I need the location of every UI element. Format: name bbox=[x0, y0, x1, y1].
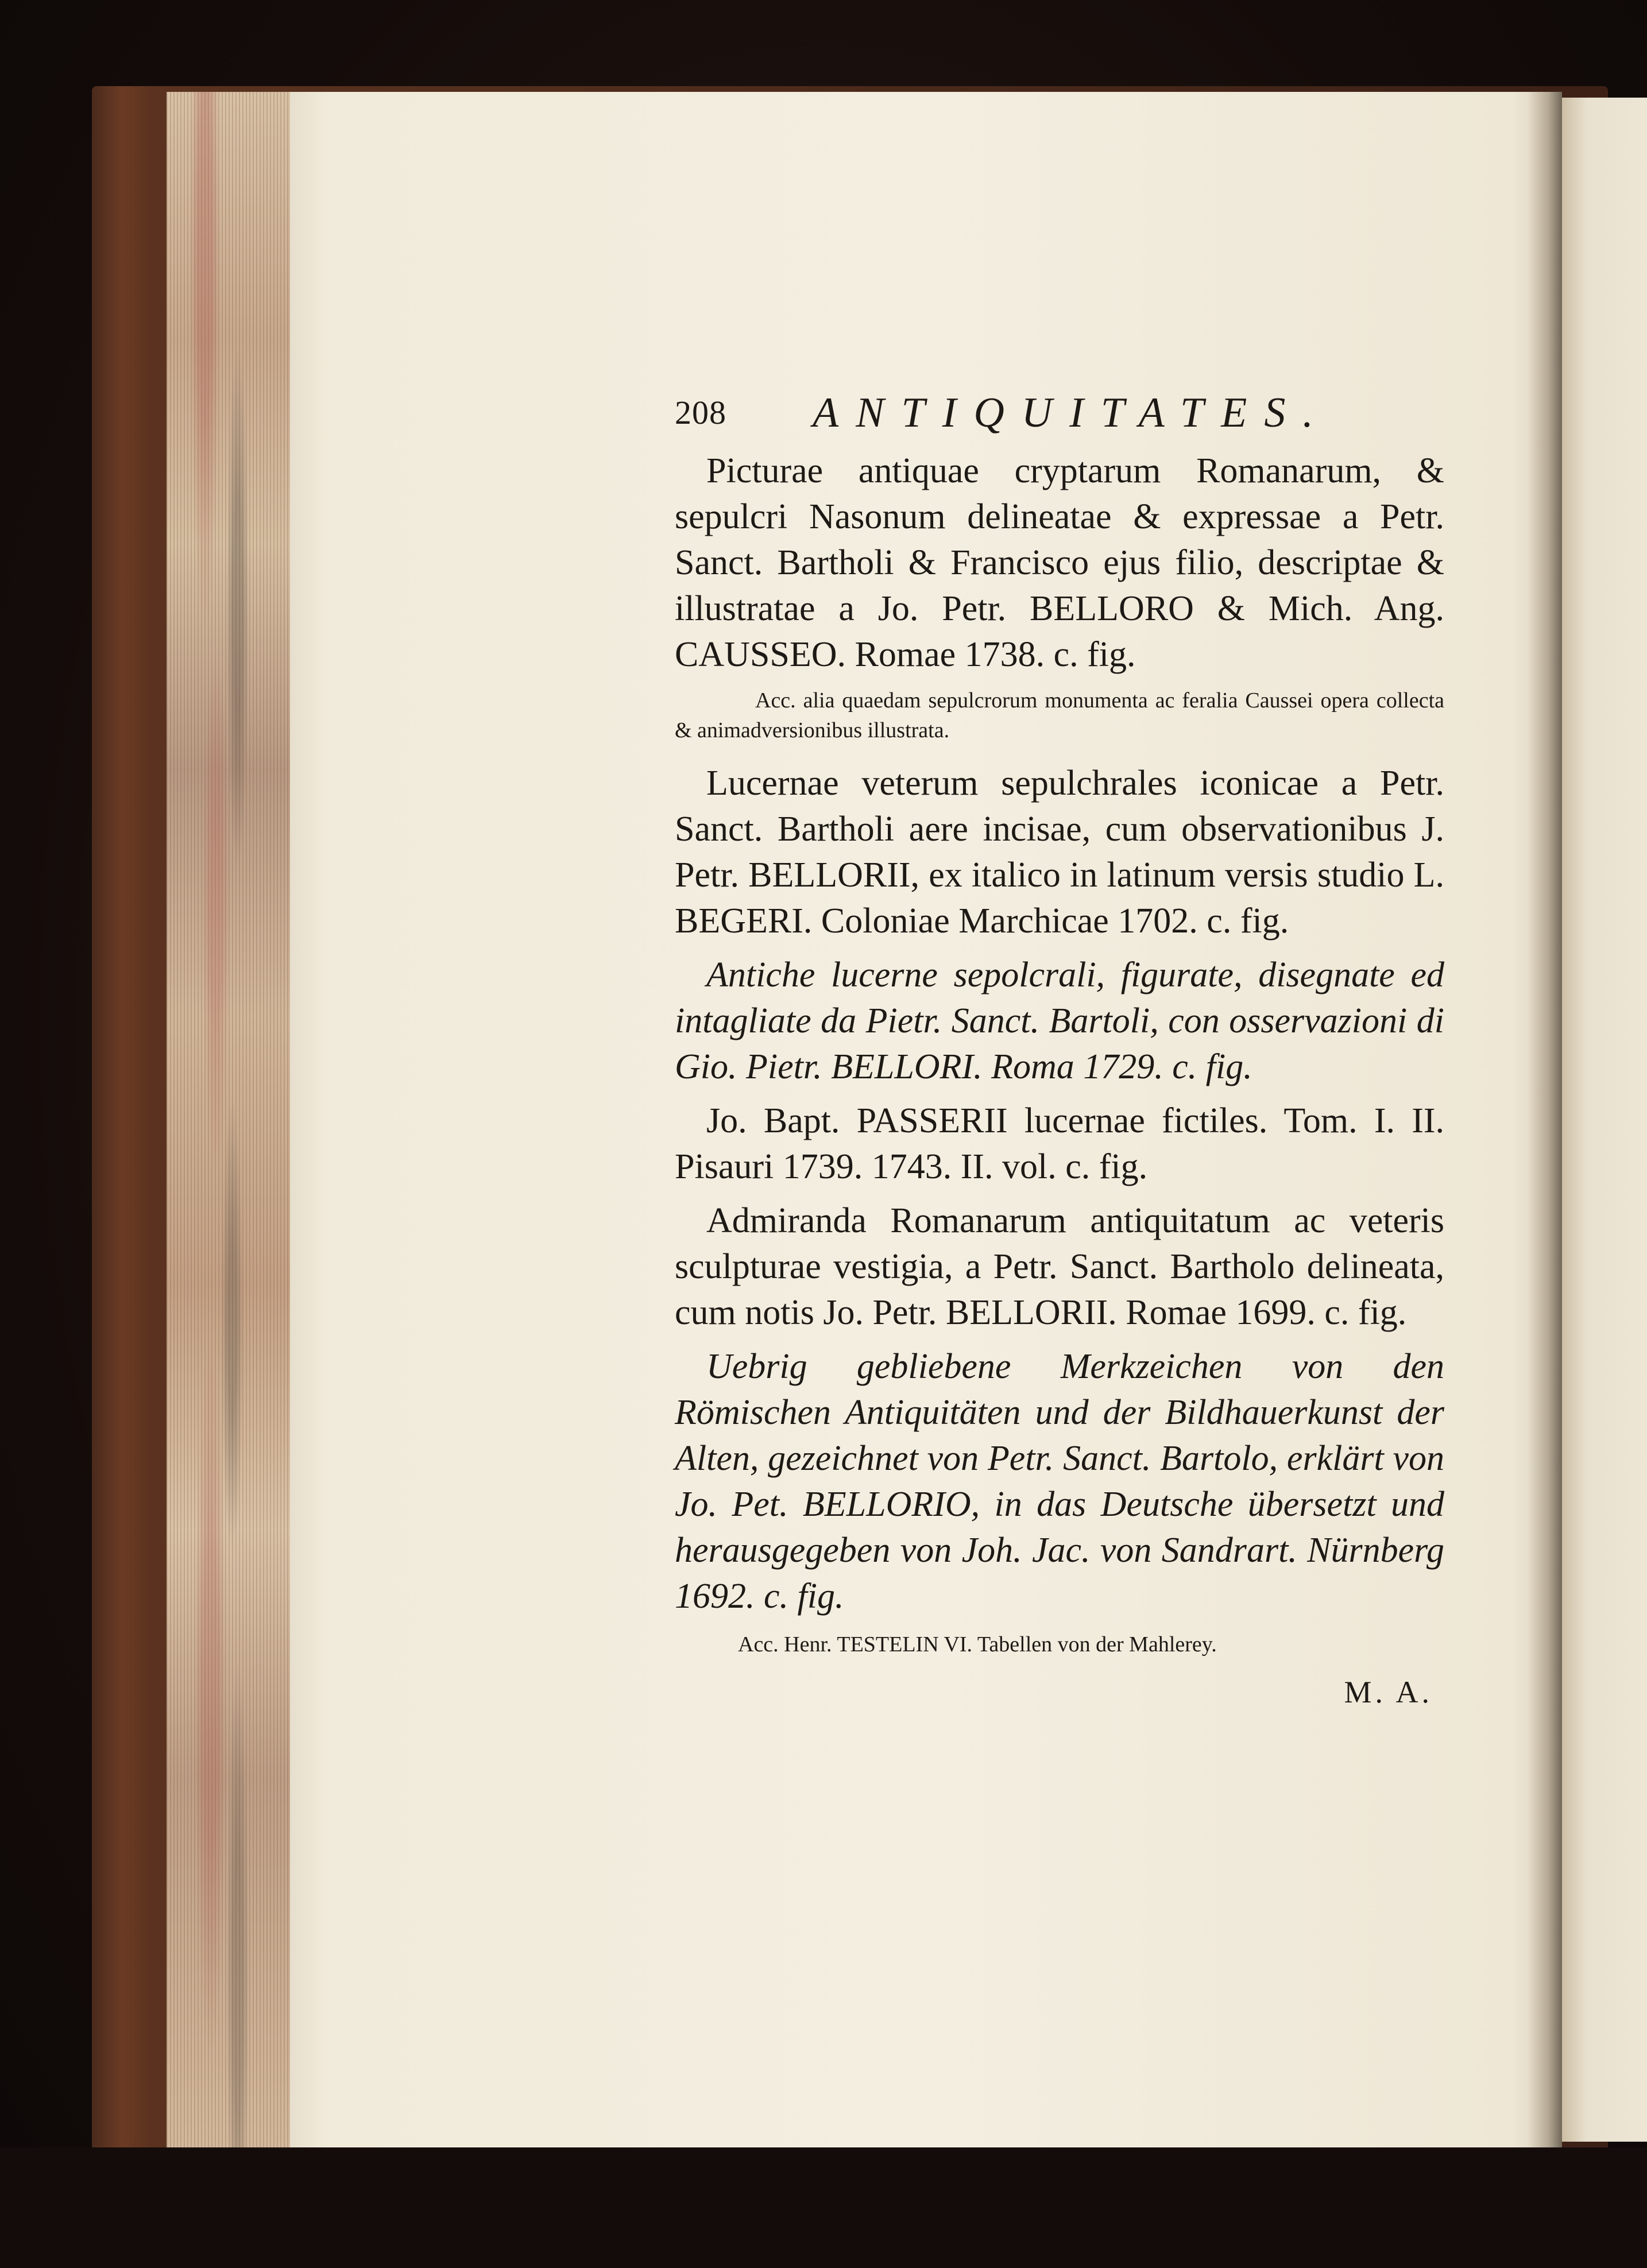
running-head bbox=[675, 389, 1441, 439]
entry-4: Jo. Bapt. PASSERII lucernae fictiles. Tom. I. II. Pisauri 1739. 1743. II. vol. c. fig. bbox=[675, 1101, 1444, 1186]
catchword: M. A. bbox=[1344, 1675, 1433, 1709]
entry-6: Uebrig gebliebene Merkzeichen von den Römischen Antiquitäten und der Bildhauerkunst der Alten, gezeichnet von Petr. Sanct. Bartolo, erklärt von Jo. Pet. BELLORIO, in das Deutsche übersetzt und herausgegeben von Joh. Jac. von Sandrart. Nürnberg 1692. c. fig. bbox=[675, 1347, 1444, 1616]
page-number: 208 bbox=[675, 394, 726, 431]
page-title: ANTIQUITATES. bbox=[813, 389, 1331, 436]
entry-1-note: Acc. alia quaedam sepulcrorum monumenta ac feralia Caussei opera collecta & animadversionibus illustrata. bbox=[675, 688, 1444, 742]
background bbox=[0, 2147, 1647, 2268]
marbled-edge bbox=[172, 92, 281, 2147]
entry-3: Antiche lucerne sepolcrali, figurate, disegnate ed intagliate da Pietr. Sanct. Bartoli, con osservazioni di Gio. Pietr. BELLORI. Roma 1729. c. fig. bbox=[675, 955, 1444, 1086]
entry-5: Admiranda Romanarum antiquitatum ac veteris sculpturae vestigia, a Petr. Sanct. Bartholo delineata, cum notis Jo. Petr. BELLORII. Romae 1699. c. fig. bbox=[675, 1201, 1444, 1332]
gutter-shadow bbox=[1528, 92, 1562, 2147]
entry-6-note: Acc. Henr. TESTELIN VI. Tabellen von der Mahlerey. bbox=[738, 1632, 1217, 1657]
entry-1: Picturae antiquae cryptarum Romanarum, & sepulcri Nasonum delineatae & expressae a Petr. Sanct. Bartholi & Francisco ejus filio, descriptae & illustratae a Jo. Petr. BELLORO & Mich. Ang. CAUSSEO. Romae 1738. c. fig. bbox=[675, 451, 1444, 674]
facing-page-edge bbox=[1562, 98, 1647, 2142]
bibliography-list bbox=[675, 448, 1444, 1710]
entry-2: Lucernae veterum sepulchrales iconicae a Petr. Sanct. Bartholi aere incisae, cum observationibus J. Petr. BELLORII, ex italico in latinum versis studio L. BEGERI. Coloniae Marchicae 1702. c. fig. bbox=[675, 764, 1444, 941]
